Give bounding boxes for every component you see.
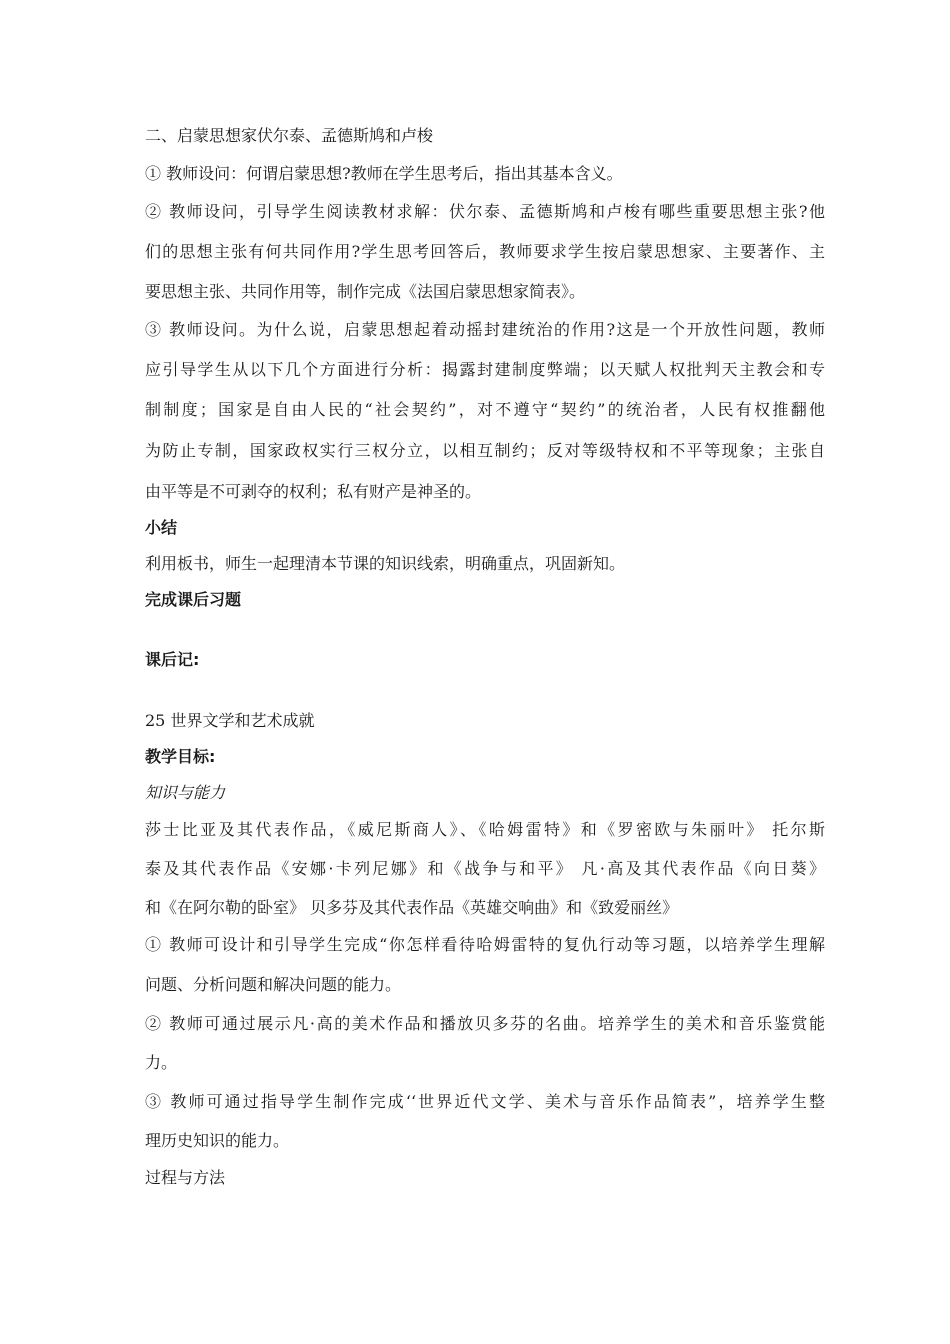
goals-heading: 教学目标: [145, 747, 216, 766]
paragraph-line: 制制度；国家是自由人民的“社会契约”，对不遵守“契约”的统治者，人民有权推翻他 [145, 400, 825, 419]
paragraph-line: ① 教师设问：何谓启蒙思想?教师在学生思考后，指出其基本含义。 [145, 164, 623, 183]
afterclass-heading: 课后记: [145, 650, 200, 669]
paragraph-line: 理历史知识的能力。 [145, 1131, 290, 1150]
paragraph-line: 和《在阿尔勒的卧室》 贝多芬及其代表作品《英雄交响曲》和《致爱丽丝》 [145, 898, 679, 917]
process-heading: 过程与方法 [145, 1168, 226, 1187]
paragraph-line: ② 教师设问，引导学生阅读教材求解：伏尔泰、孟德斯鸠和卢梭有哪些重要思想主张?他 [145, 202, 825, 221]
paragraph-line: 问题、分析问题和解决问题的能力。 [145, 975, 402, 994]
paragraph-line: ③ 教师设问。为什么说，启蒙思想起着动摇封建统治的作用?这是一个开放性问题，教师 [145, 320, 825, 339]
paragraph-line: 莎士比亚及其代表作品，《威尼斯商人》、《哈姆雷特》和《罗密欧与朱丽叶》 托尔斯 [145, 820, 825, 839]
paragraph-line: 由平等是不可剥夺的权利；私有财产是神圣的。 [145, 482, 482, 501]
lesson-title: 25 世界文学和艺术成就 [145, 711, 315, 730]
paragraph-line: 要思想主张、共同作用等，制作完成《法国启蒙思想家简表》。 [145, 282, 586, 301]
paragraph-line: 为防止专制，国家政权实行三权分立，以相互制约；反对等级特权和不平等现象；主张自 [145, 441, 825, 460]
paragraph-line: 应引导学生从以下几个方面进行分析：揭露封建制度弊端；以天赋人权批判天主教会和专 [145, 360, 825, 379]
paragraph-line: ① 教师可设计和引导学生完成“你怎样看待哈姆雷特的复仇行动等习题，以培养学生理解 [145, 935, 825, 954]
homework-heading: 完成课后习题 [145, 590, 242, 609]
knowledge-heading: 知识与能力 [145, 783, 226, 802]
paragraph-line: 们的思想主张有何共同作用?学生思考回答后，教师要求学生按启蒙思想家、主要著作、主 [145, 242, 825, 261]
summary-text: 利用板书，师生一起理清本节课的知识线索，明确重点，巩固新知。 [145, 554, 626, 573]
paragraph-line: 泰及其代表作品《安娜·卡列尼娜》和《战争与和平》 凡·高及其代表作品《向日葵》 [145, 859, 825, 878]
paragraph-line: ② 教师可通过展示凡·高的美术作品和播放贝多芬的名曲。培养学生的美术和音乐鉴赏能 [145, 1014, 825, 1033]
section-heading: 二、启蒙思想家伏尔泰、孟德斯鸠和卢梭 [145, 126, 434, 145]
paragraph-line: 力。 [145, 1053, 178, 1072]
paragraph-line: ③ 教师可通过指导学生制作完成‘‘世界近代文学、美术与音乐作品简表”，培养学生整 [145, 1092, 825, 1111]
summary-heading: 小结 [145, 518, 178, 537]
